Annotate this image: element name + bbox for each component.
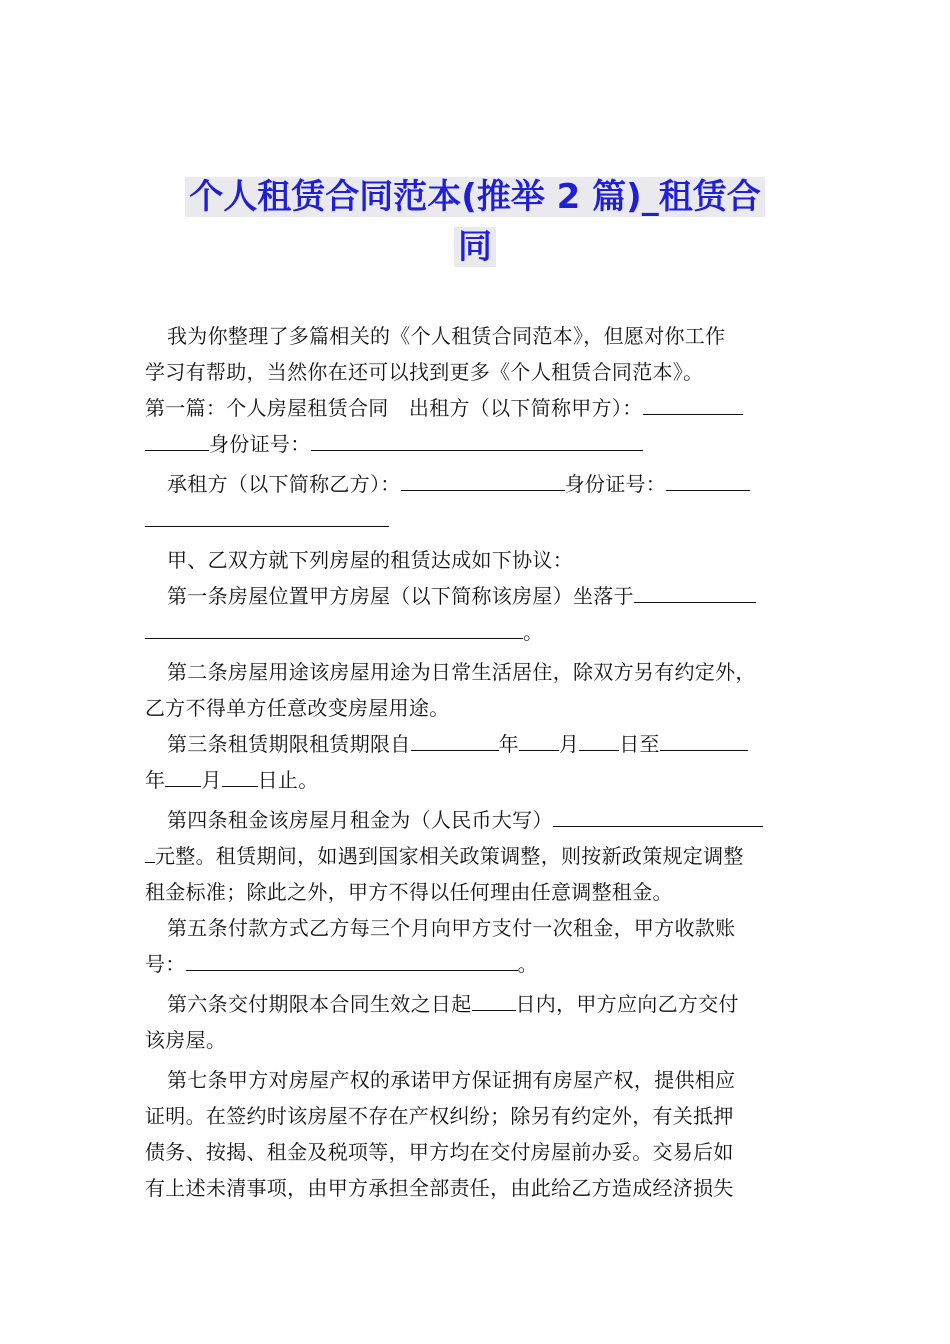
lessor-id-label: 身份证号： <box>209 432 311 456</box>
end-month-blank <box>165 766 201 787</box>
end-day-blank <box>222 766 258 787</box>
document-body <box>145 318 810 1206</box>
lessor-blank <box>643 394 743 415</box>
month-label: 月 <box>558 732 580 756</box>
art4-line-3: 租金标准；除此之外，甲方不得以任何理由任意调整租金。 <box>145 880 673 904</box>
part1-line-2 <box>145 426 810 462</box>
art7-line-1: 第七条甲方对房屋产权的承诺甲方保证拥有房屋产权，提供相应 <box>167 1068 736 1092</box>
tenant-id-blank-cont <box>145 506 389 527</box>
art4-line-2 <box>145 838 810 874</box>
art3-line-2 <box>145 762 810 798</box>
end-year-label: 年 <box>145 768 166 792</box>
art1-line-2 <box>145 614 810 650</box>
art3-line-1 <box>145 726 810 762</box>
art4-lead: 第四条租金该房屋月租金为（人民币大写） <box>167 808 553 832</box>
lessor-id-blank <box>311 430 643 451</box>
intro-line-1: 我为你整理了多篇相关的《个人租赁合同范本》，但愿对你工作 <box>167 324 726 348</box>
art6-line-1 <box>145 986 810 1022</box>
end-month-label: 月 <box>201 768 222 792</box>
delivery-days-blank <box>472 990 516 1011</box>
tenant-id-label: 身份证号： <box>564 472 667 496</box>
agreement-line: 甲、乙双方就下列房屋的租赁达成如下协议： <box>167 548 573 572</box>
account-blank <box>186 950 518 971</box>
start-month-blank <box>519 730 559 751</box>
day-end-label: 日止。 <box>257 768 319 792</box>
part1-lead: 第一篇：个人房屋租赁合同 出租方（以下简称甲方）： <box>145 396 643 420</box>
start-day-blank <box>579 730 619 751</box>
tenant-line-2 <box>145 502 810 538</box>
account-label: 号： <box>145 952 186 976</box>
intro-line-2: 学习有帮助，当然你在还可以找到更多《个人租赁合同范本》。 <box>145 360 704 384</box>
art2-line-2: 乙方不得单方任意改变房屋用途。 <box>145 696 450 720</box>
art6-line-2: 该房屋。 <box>145 1028 227 1052</box>
tenant-blank <box>401 470 565 491</box>
art5-line-2 <box>145 946 810 982</box>
tenant-id-blank <box>666 470 750 491</box>
location-blank-cont <box>145 618 523 639</box>
lessor-blank-cont <box>145 430 209 451</box>
art3-lead: 第三条租赁期限租赁期限自 <box>167 732 411 756</box>
art5-line-1: 第五条付款方式乙方每三个月向甲方支付一次租金，甲方收款账 <box>167 916 736 940</box>
art4-text-2: 元整。租赁期间，如遇到国家相关政策调整，则按新政策规定调整 <box>155 844 744 868</box>
art6-tail: 日内，甲方应向乙方交付 <box>515 992 739 1016</box>
document-title <box>0 172 950 272</box>
art7-line-2: 证明。在签约时该房屋不存在产权纠纷；除另有约定外，有关抵押 <box>145 1104 734 1128</box>
rent-blank <box>553 806 763 827</box>
art2-line-1: 第二条房屋用途该房屋用途为日常生活居住，除双方另有约定外， <box>167 660 756 684</box>
part1-line-1 <box>145 390 810 426</box>
title-line-2: 同 <box>454 227 496 267</box>
tenant-label: 承租方（以下简称乙方）： <box>167 472 401 496</box>
art1-period: 。 <box>523 620 544 644</box>
art6-lead: 第六条交付期限本合同生效之日起 <box>167 992 472 1016</box>
art7-line-4: 有上述未清事项，由甲方承担全部责任，由此给乙方造成经济损失 <box>145 1176 734 1200</box>
rent-blank-cont <box>145 842 155 863</box>
start-year-blank <box>411 730 499 751</box>
year-label: 年 <box>498 732 519 756</box>
art4-line-1 <box>145 802 810 838</box>
location-blank <box>634 582 756 603</box>
title-line-1: 个人租赁合同范本(推举 2 篇)_租赁合 <box>185 177 764 217</box>
art1-line-1 <box>145 578 810 614</box>
art7-line-3: 债务、按揭、租金及税项等，甲方均在交付房屋前办妥。交易后如 <box>145 1140 734 1164</box>
tenant-line <box>145 466 810 502</box>
day-to-label: 日至 <box>619 732 660 756</box>
art1-lead: 第一条房屋位置甲方房屋（以下简称该房屋）坐落于 <box>167 584 634 608</box>
end-year-blank <box>660 730 748 751</box>
art5-period: 。 <box>517 952 538 976</box>
